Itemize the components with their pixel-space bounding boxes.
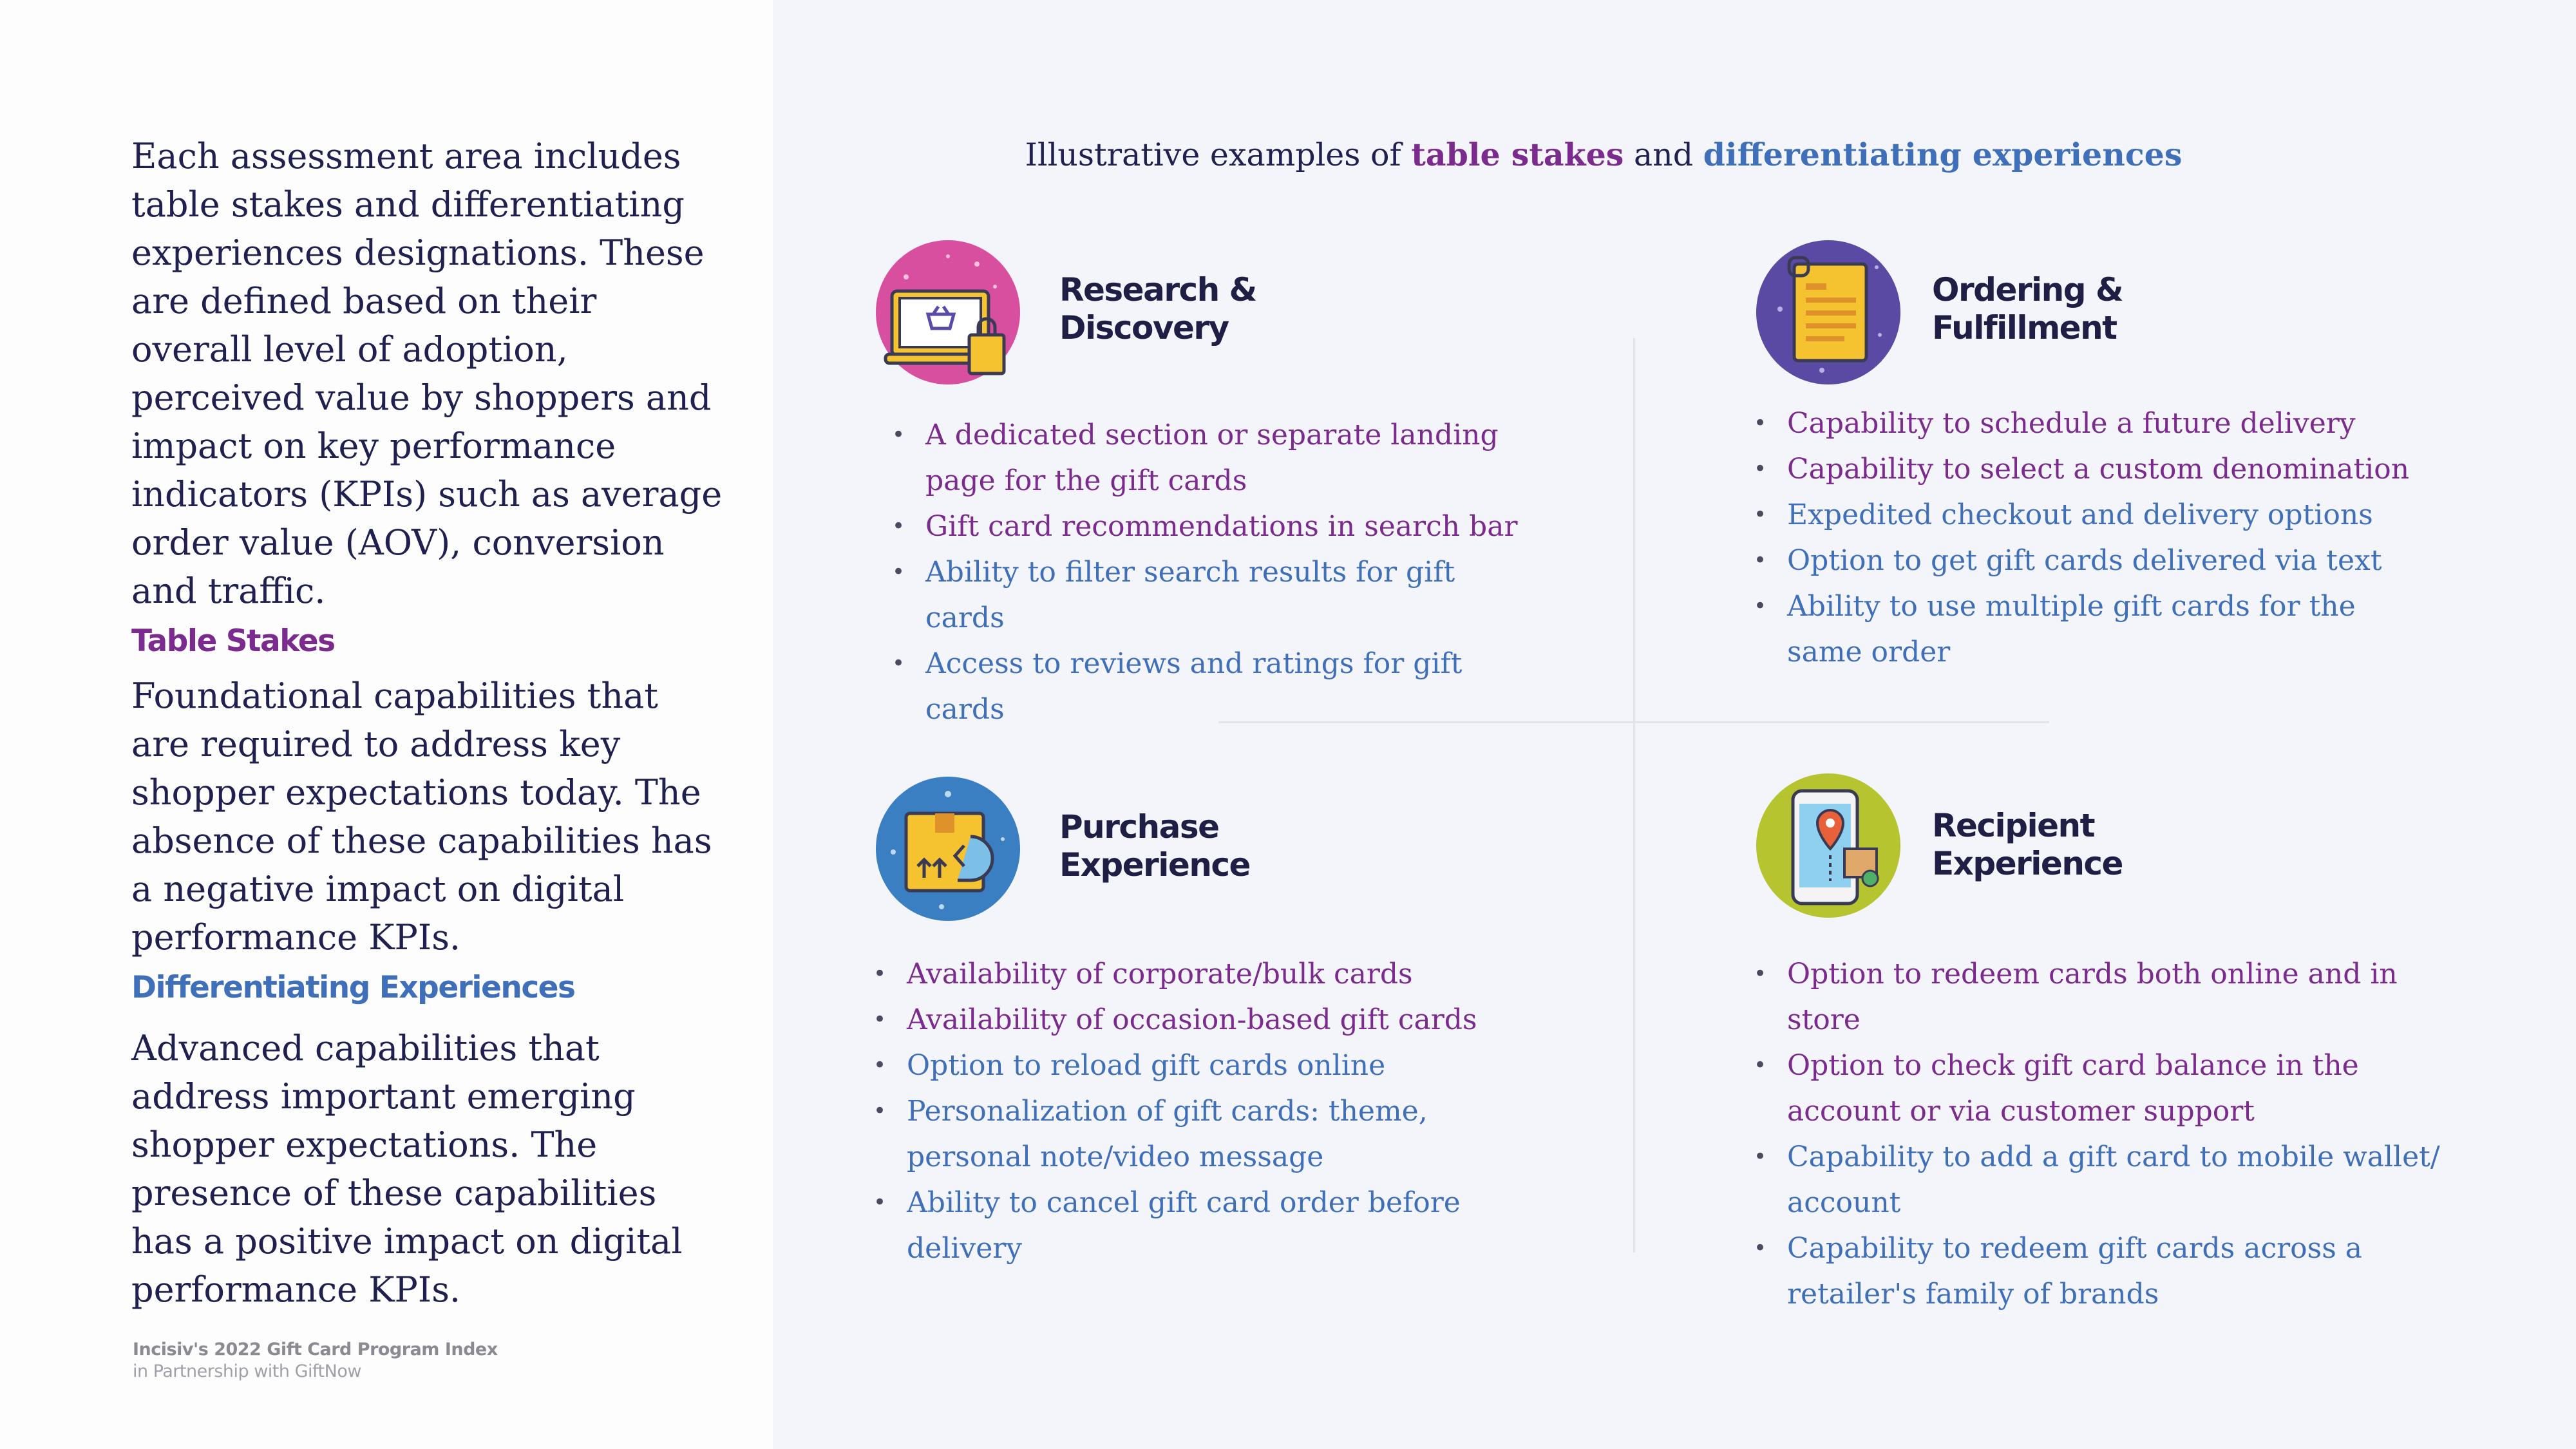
recipient-experience-title bbox=[1932, 807, 2123, 883]
list-item: • Option to reload gift cards online bbox=[873, 1043, 1524, 1088]
list-item: • Ability to cancel gift card order before delivery bbox=[873, 1180, 1524, 1271]
list-item: • Availability of occasion-based gift cards bbox=[873, 997, 1524, 1043]
list-item: • Capability to add a gift card to mobile wallet/ account bbox=[1754, 1134, 2456, 1226]
intro-text: Each assessment area includes table stakes and differentiating experiences designations. These are defined based on their overall level of adoption, perceived value by shoppers and impact on key performance indicators (KPIs) such as average order value (AOV), conversion and traffic. bbox=[131, 136, 723, 611]
purchase-experience-title bbox=[1059, 808, 1250, 884]
list-item: • Option to get gift cards delivered via text bbox=[1754, 538, 2436, 583]
list-item: • Ability to filter search results for gift cards bbox=[892, 549, 1542, 641]
differentiating-description: Advanced capabilities that address important emerging shopper expectations. The presence of these capabilities has a positive impact on digital performance KPIs. bbox=[131, 1028, 683, 1310]
headline-differentiating: differentiating experiences bbox=[1703, 136, 2183, 173]
list-item: • A dedicated section or separate landing page for the gift cards bbox=[892, 412, 1542, 504]
research-discovery-title bbox=[1059, 271, 1256, 347]
vertical-divider bbox=[1633, 338, 1635, 1253]
notepad-order-icon bbox=[1754, 238, 1902, 386]
table-stakes-description: Foundational capabilities that are required to address key shopper expectations today. The absence of these capabilities has a negative impact on digital performance KPIs. bbox=[131, 676, 712, 958]
list-item: • Option to check gift card balance in the account or via customer support bbox=[1754, 1043, 2456, 1134]
list-item: • Gift card recommendations in search bar bbox=[892, 504, 1542, 549]
ordering-title-line1: Ordering & bbox=[1932, 271, 2123, 308]
list-item: • Expedited checkout and delivery options bbox=[1754, 492, 2436, 538]
ordering-fulfillment-list bbox=[1754, 401, 2436, 675]
list-item: • Access to reviews and ratings for gift cards bbox=[892, 641, 1542, 732]
purchase-experience-list bbox=[873, 951, 1524, 1271]
table-stakes-heading: Table Stakes bbox=[131, 623, 335, 659]
package-return-icon bbox=[874, 775, 1022, 923]
list-item: • Capability to schedule a future delivery bbox=[1754, 401, 2436, 446]
footer-title: Incisiv's 2022 Gift Card Program Index bbox=[133, 1340, 498, 1359]
recipient-title-line1: Recipient bbox=[1932, 807, 2095, 844]
purchase-title-line2: Experience bbox=[1059, 846, 1250, 884]
research-discovery-list bbox=[892, 412, 1542, 732]
mobile-location-delivery-icon bbox=[1754, 772, 1902, 920]
headline-prefix: Illustrative examples of bbox=[1025, 137, 1412, 173]
headline-joiner: and bbox=[1624, 137, 1703, 173]
recipient-title-line2: Experience bbox=[1932, 845, 2123, 882]
left-panel bbox=[0, 0, 773, 1449]
list-item: • Ability to use multiple gift cards for the same order bbox=[1754, 583, 2436, 675]
list-item: • Option to redeem cards both online and in store bbox=[1754, 951, 2456, 1043]
recipient-experience-list bbox=[1754, 951, 2456, 1317]
research-title-line1: Research & bbox=[1059, 271, 1256, 308]
page-headline bbox=[966, 132, 2241, 178]
differentiating-heading: Differentiating Experiences bbox=[131, 970, 575, 1005]
ordering-title-line2: Fulfillment bbox=[1932, 309, 2117, 346]
ordering-fulfillment-title bbox=[1932, 271, 2123, 347]
list-item: • Availability of corporate/bulk cards bbox=[873, 951, 1524, 997]
research-title-line2: Discovery bbox=[1059, 309, 1229, 346]
list-item: • Capability to redeem gift cards across a retailer's family of brands bbox=[1754, 1226, 2456, 1317]
laptop-shopping-basket-icon bbox=[874, 238, 1022, 386]
headline-table-stakes: table stakes bbox=[1411, 136, 1624, 173]
footer-subtitle: in Partnership with GiftNow bbox=[133, 1361, 361, 1381]
purchase-title-line1: Purchase bbox=[1059, 808, 1219, 846]
list-item: • Capability to select a custom denomination bbox=[1754, 446, 2436, 492]
list-item: • Personalization of gift cards: theme, personal note/video message bbox=[873, 1088, 1524, 1180]
